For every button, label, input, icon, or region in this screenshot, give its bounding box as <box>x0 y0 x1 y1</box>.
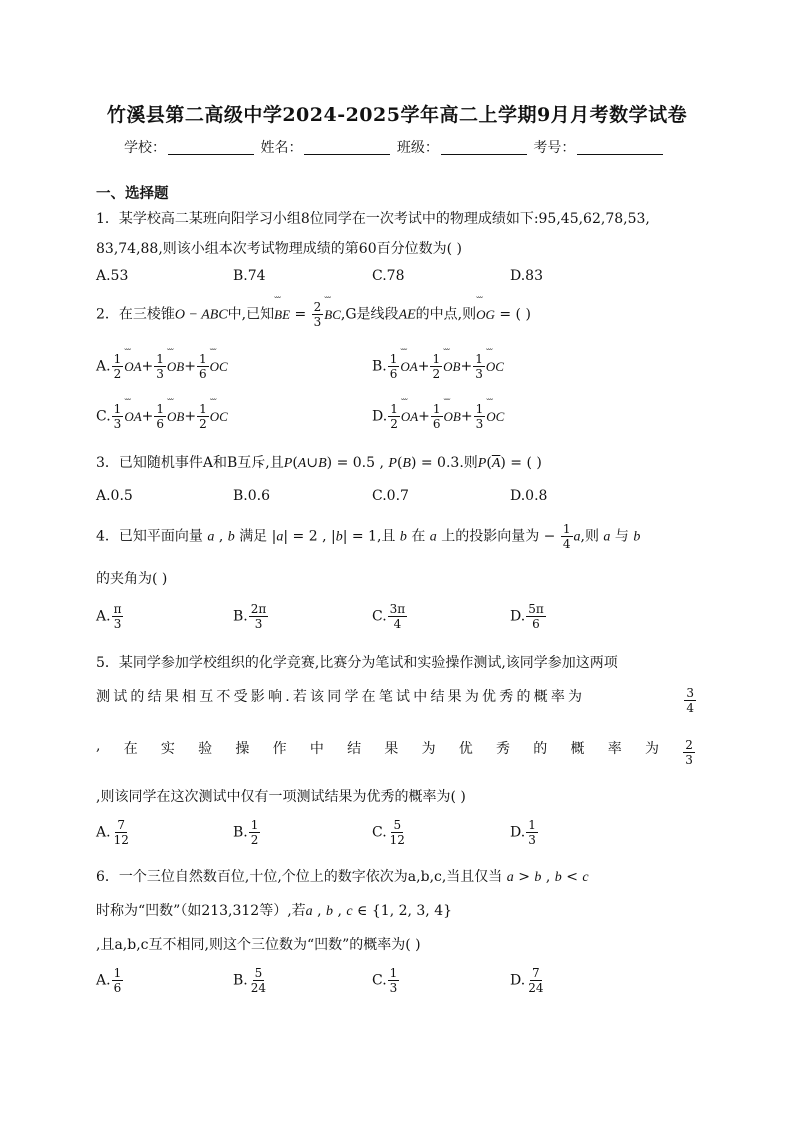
q3-option-d: D.0.8 <box>510 488 548 504</box>
q2-option-d: D. $\frac{1}{2}$ ˘˘˘ OA+ $\frac{1}{6}$ ˘˘˘ OB+ $\frac{1}{3}$ ˘˘˘ OC <box>372 402 504 431</box>
q1-option-a: A.53 <box>96 268 129 284</box>
name-blank <box>304 140 390 155</box>
student-info-row <box>124 137 665 157</box>
q5-option-d: D. $\frac{1}{3}$ <box>510 818 536 847</box>
q3-option-a: A.0.5 <box>96 488 133 504</box>
q6-option-b: B. $\frac{5}{24}$ <box>233 966 267 995</box>
q6-option-d: D. $\frac{7}{24}$ <box>510 966 544 995</box>
q6-line2: 时称为“凹数”（如213,312等）,若a , b , c ∈ {1, 2, 3, 4} <box>96 903 453 919</box>
class-blank <box>441 140 527 155</box>
q6-line3: ,且a,b,c互不相同,则这个三位数为“凹数”的概率为( ) <box>96 937 421 953</box>
q6-option-c: C. $\frac{1}{3}$ <box>372 966 398 995</box>
q2-option-b: B. $\frac{1}{6}$ ˘˘˘ OA+ $\frac{1}{2}$ ˘˘˘ OB+ $\frac{1}{3}$ ˘˘˘ OC <box>372 352 504 381</box>
number-blank <box>577 140 663 155</box>
q5-option-a: A. $\frac{7}{12}$ <box>96 818 129 847</box>
q2-option-c: C. $\frac{1}{3}$ ˘˘˘ OA+ $\frac{1}{6}$ ˘˘˘ OB+ $\frac{1}{2}$ ˘˘˘ OC <box>96 402 228 431</box>
q4-option-b: B. $\frac{2\pi}{3}$ <box>233 602 267 631</box>
exam-title: 竹溪县第二高级中学2024-2025学年高二上学期9月月考数学试卷 <box>106 104 688 126</box>
q1-line2: 83,74,88,则该小组本次考试物理成绩的第60百分位数为( ) <box>96 241 462 257</box>
school-blank <box>168 140 254 155</box>
q4-line1: 4．已知平面向量 a , b 满足 |a| = 2 , |b| = 1,且 b 在 a 上的投影向量为 − $\frac{1}{4}$ a,则 a 与 b <box>96 522 641 551</box>
q5-line4: ,则该同学在这次测试中仅有一项测试结果为优秀的概率为( ) <box>96 789 466 805</box>
q4-option-d: D. $\frac{5\pi}{6}$ <box>510 602 544 631</box>
q5-line1: 5．某同学参加学校组织的化学竞赛,比赛分为笔试和实验操作测试,该同学参加这两项 <box>96 655 618 671</box>
q2-option-a: A. $\frac{1}{2}$ ˘˘˘ OA+ $\frac{1}{3}$ ˘˘˘ OB+ $\frac{1}{6}$ ˘˘˘ OC <box>96 352 228 381</box>
q6-line1: 6．一个三位自然数百位,十位,个位上的数字依次为a,b,c,当且仅当 a > b , b < c <box>96 869 589 885</box>
q4-option-c: C. $\frac{3\pi}{4}$ <box>372 602 406 631</box>
section-heading: 一、选择题 <box>96 185 169 202</box>
q3-option-c: C.0.7 <box>372 488 409 504</box>
q1-line1: 1．某学校高二某班向阳学习小组8位同学在一次考试中的物理成绩如下:95,45,62,78,53, <box>96 211 650 227</box>
q5-option-b: B. $\frac{1}{2}$ <box>233 818 259 847</box>
q5-line3: , 在 实 验 操 作 中 结 果 为 优 秀 的 概 率 为 $\frac{2}{3}$ <box>96 738 693 767</box>
q5-line2: 测试的结果相互不受影响.若该同学在笔试中结果为优秀的概率为 $\frac{3}{4}$ <box>96 686 694 715</box>
q6-option-a: A. $\frac{1}{6}$ <box>96 966 122 995</box>
q1-option-d: D.83 <box>510 268 543 284</box>
class-label: 班级： <box>396 140 439 156</box>
q2-stem: 2．在三棱锥O − ABC中,已知˘˘˘ BE = $\frac{2}{3}$ ˘˘˘ BC,G是线段AE的中点,则˘˘˘ OG = ( ) <box>96 300 531 329</box>
q5-option-c: C. $\frac{5}{12}$ <box>372 818 405 847</box>
number-label: 考号： <box>533 140 576 156</box>
q4-option-a: A. $\frac{\pi}{3}$ <box>96 602 122 631</box>
school-label: 学校： <box>124 140 166 156</box>
name-label: 姓名： <box>260 140 303 156</box>
q3-option-b: B.0.6 <box>233 488 271 504</box>
q4-line2: 的夹角为( ) <box>96 571 168 587</box>
q3-stem: 3．已知随机事件A和B互斥,且P(A∪B) = 0.5 , P(B) = 0.3.则$P(\overline{A})$ = ( ) <box>96 455 542 471</box>
q1-option-c: C.78 <box>372 268 405 284</box>
q1-option-b: B.74 <box>233 268 266 284</box>
